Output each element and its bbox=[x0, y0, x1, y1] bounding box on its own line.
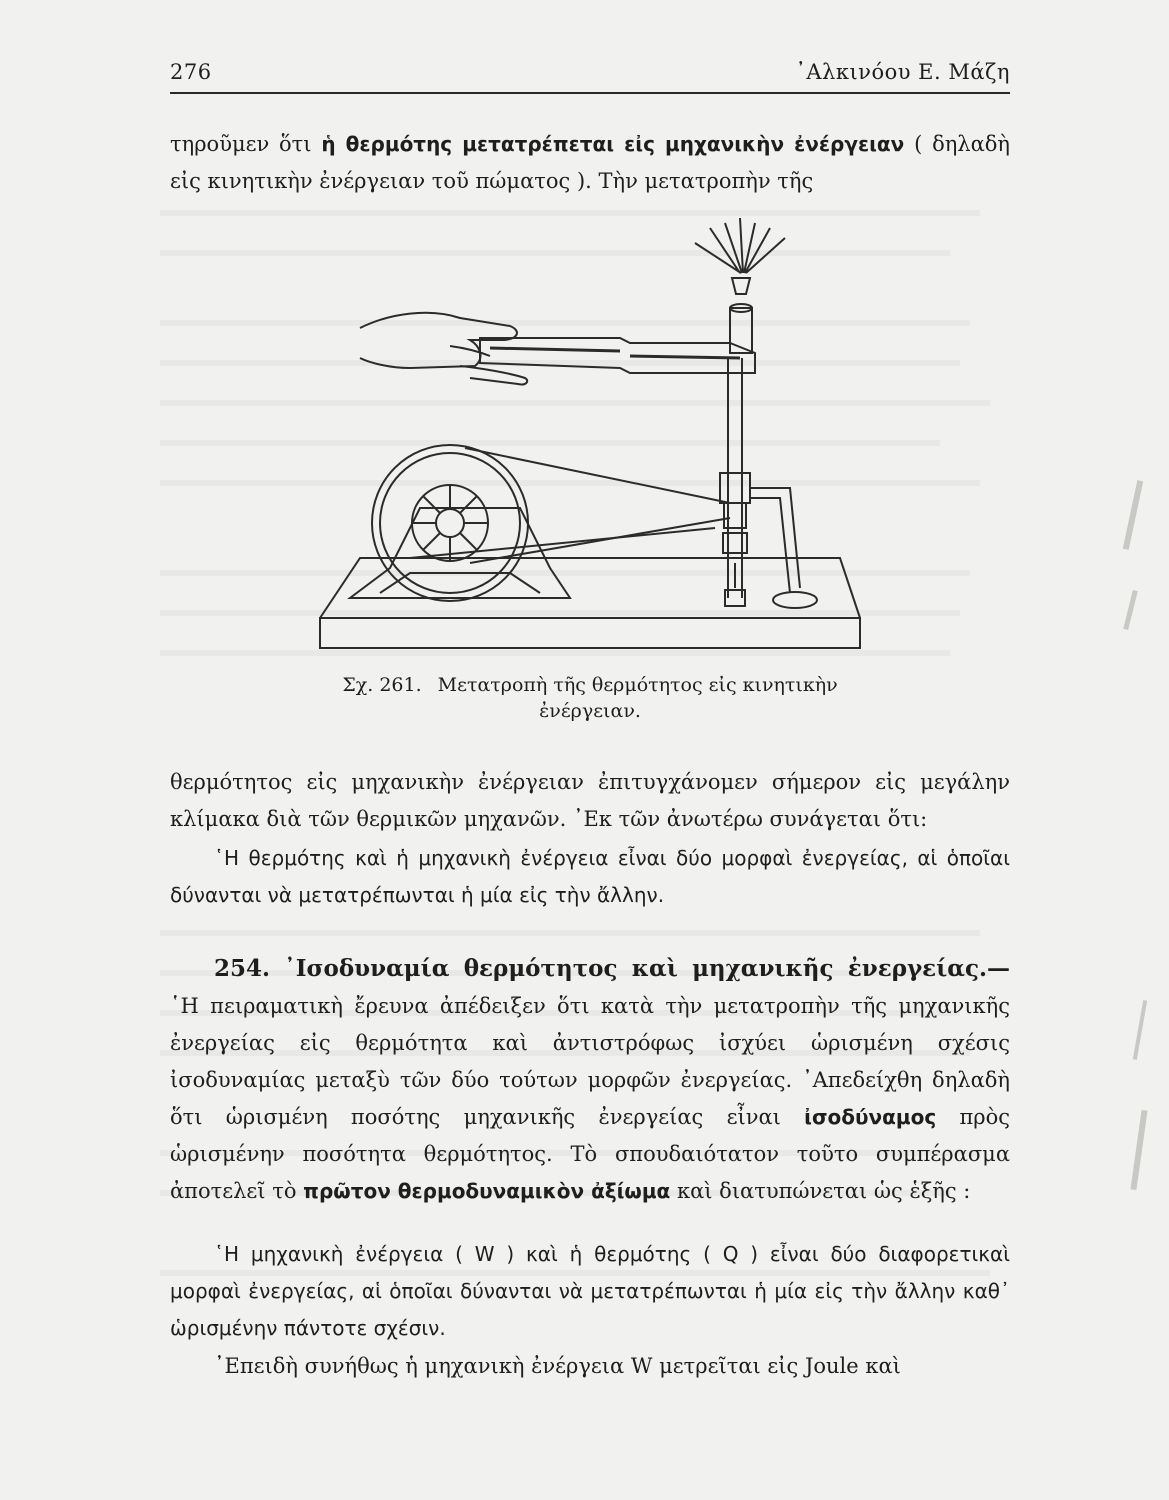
section-254 bbox=[170, 950, 1010, 1210]
bold-phrase: ἡ θερμότης μετατρέπεται εἰς μηχανικὴν ἐνέργειαν bbox=[321, 132, 905, 156]
bold-phrase: πρῶτον θερμοδυναμικὸν ἀξίωμα bbox=[303, 1179, 671, 1203]
bold-phrase: ἰσοδύναμος bbox=[804, 1105, 937, 1129]
page-number: 276 bbox=[170, 60, 212, 84]
text-run: τηροῦμεν ὅτι bbox=[170, 132, 322, 156]
apparatus-illustration bbox=[300, 218, 880, 668]
paragraph bbox=[170, 950, 1010, 1210]
text-run: ῾Η πειραματικὴ ἔρευνα ἀπέδειξεν ὅτι κατὰ τὴν μετατροπὴν τῆς μηχανικῆς ἐνεργείας εἰς θερμότητα καὶ ἀντιστρόφως ἰσχύει ὡρισμένη σχέσις ἰσοδυναμίας μεταξὺ τῶν δύο τούτων μορφῶν ἐνεργείας. ᾿Απεδείχθη δηλαδὴ ὅτι ὡρισμένη ποσότης μηχανικῆς ἐνεργείας εἶναι bbox=[170, 994, 1010, 1129]
paragraph bbox=[170, 126, 1010, 200]
paragraph-after-figure bbox=[170, 764, 1010, 838]
figure-caption bbox=[300, 672, 880, 724]
statement-2 bbox=[170, 1236, 1010, 1347]
margin-mark bbox=[1123, 590, 1138, 630]
statement-text: ῾Η θερμότης καὶ ἡ μηχανικὴ ἐνέργεια εἶναι δύο μορφαὶ ἐνεργείας, αἱ ὁποῖαι δύνανται νὰ μετατρέπωνται ἡ μία εἰς τὴν ἄλλην. bbox=[170, 846, 1010, 907]
section-heading: 254. ᾿Ισοδυναμία θερμότητος καὶ μηχανικῆς ἐνεργείας.— bbox=[214, 955, 1010, 982]
figure-number: Σχ. 261. bbox=[342, 674, 422, 696]
paragraph-last bbox=[170, 1348, 1010, 1385]
text-run: πρὸς ὡρισμένην ποσότητα θερμότητος. Τὸ σπουδαιότατον τοῦτο συμπέρασμα ἀποτελεῖ τὸ bbox=[170, 1105, 1011, 1203]
statement-text: ῾Η μηχανικὴ ἐνέργεια ( W ) καὶ ἡ θερμότης ( Q ) εἶναι δύο διαφορετικαὶ μορφαὶ ἐνεργείας, αἱ ὁποῖαι δύνανται νὰ μετατρέπωνται ἡ μία εἰς τὴν ἄλλην καθ᾿ ὡρισμένην πάντοτε σχέσιν. bbox=[170, 1242, 1010, 1340]
page-header bbox=[170, 58, 1010, 94]
paragraph-intro bbox=[170, 126, 1010, 200]
text-run: καὶ διατυπώνεται ὡς ἑξῆς : bbox=[670, 1179, 971, 1203]
running-head: ᾿Αλκινόου Ε. Μάζη bbox=[795, 60, 1010, 84]
paragraph: ᾿Επειδὴ συνήθως ἡ μηχανικὴ ἐνέργεια W μετρεῖται εἰς Joule καὶ bbox=[214, 1354, 901, 1378]
text-run: ( δηλαδὴ εἰς κινητικὴν ἐνέργειαν τοῦ πώματος ). Τὴν μετατροπὴν τῆς bbox=[170, 132, 1011, 193]
margin-mark bbox=[1123, 480, 1143, 550]
figure-apparatus bbox=[300, 218, 880, 668]
margin-mark bbox=[1133, 1000, 1147, 1060]
margin-mark bbox=[1130, 1110, 1147, 1190]
statement-1 bbox=[170, 840, 1010, 914]
paragraph: θερμότητος εἰς μηχανικὴν ἐνέργειαν ἐπιτυγχάνομεν σήμερον εἰς μεγάλην κλίμακα διὰ τῶν θερμικῶν μηχανῶν. ᾿Εκ τῶν ἀνωτέρω συνάγεται ὅτι: bbox=[170, 770, 1010, 831]
caption-text: Μετατροπὴ τῆς θερμότητος εἰς κινητικὴν ἐνέργειαν. bbox=[437, 674, 838, 722]
